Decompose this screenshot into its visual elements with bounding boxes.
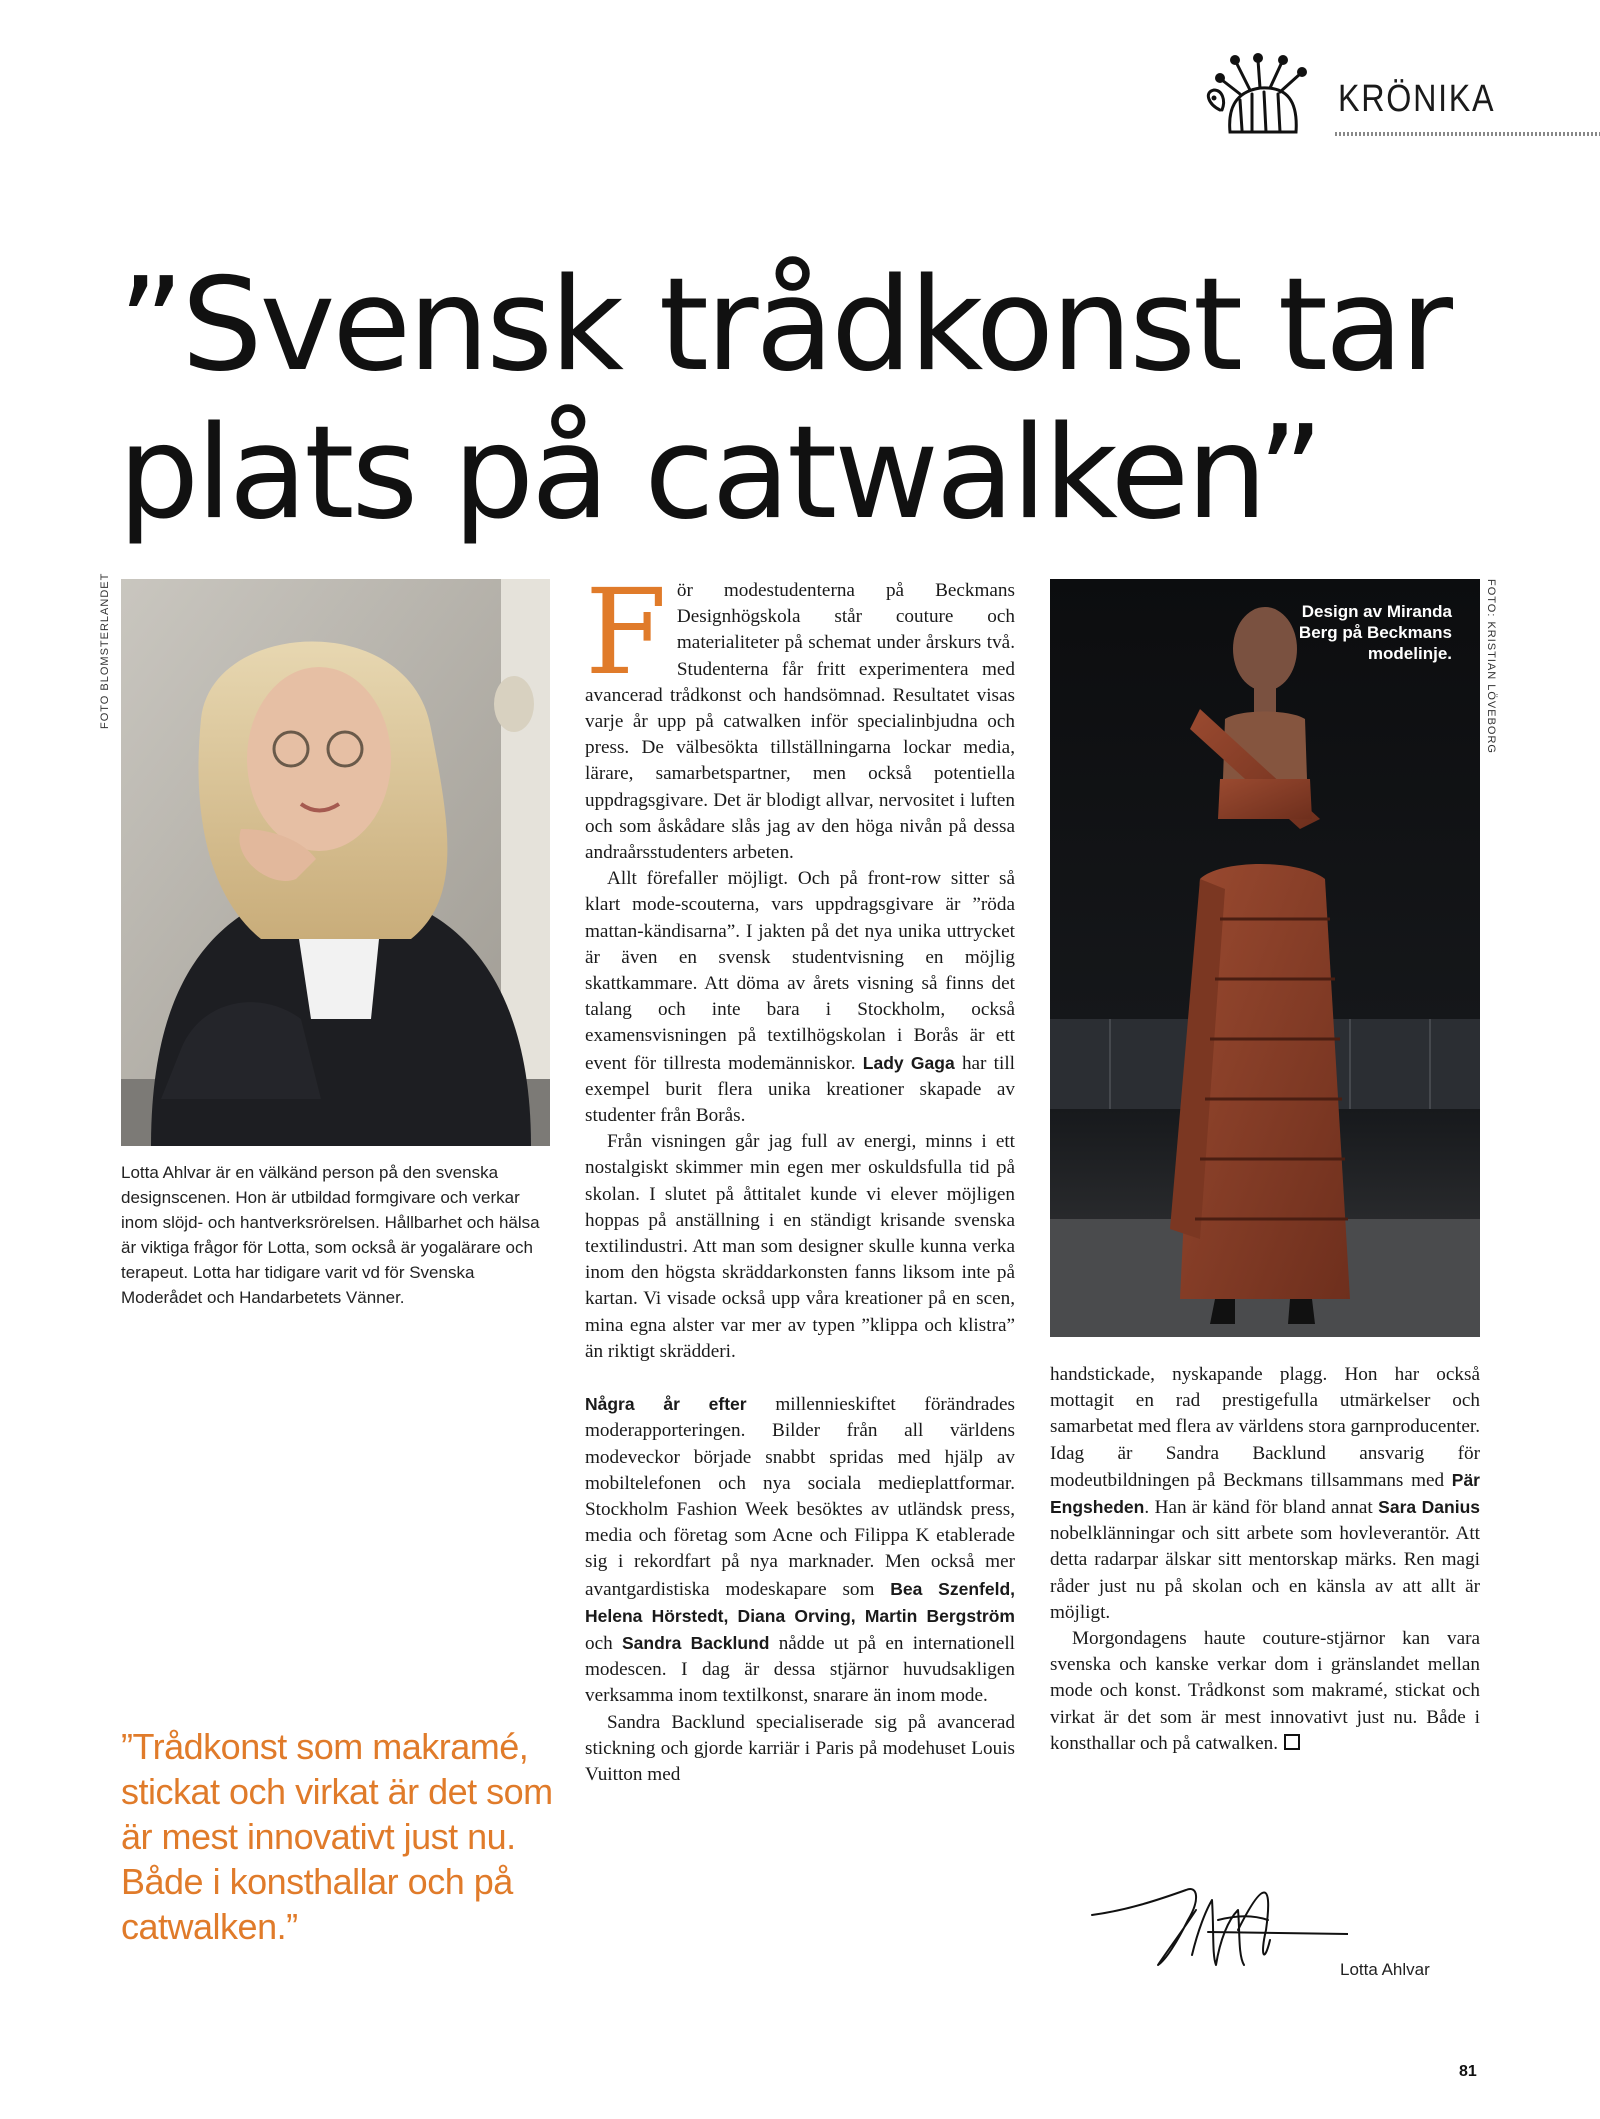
headline-line-2: plats på catwalken”	[118, 399, 1321, 548]
article-paragraph-1: För modestudenterna på Beckmans Designhögskola står couture och materialiteter på schemat under årskurs två. Studenterna får fritt experimentera med avancerad trådkonst och handsömnad. Resultatet visas varje år upp på catwalken inför specialinbjudna och press. De välbesökta tillställningarna lockar media, lärare, samarbetspartner, men också potentiella uppdragsgivare. Det är blodigt allvar, nervositet i luften och som åskådare slås jag av den höga nivån på dessa andraårsstudenters arbeten.	[585, 563, 1015, 864]
article-paragraph-7: Morgondagens haute couture-stjärnor kan vara svenska och kanske verkar dom i gränslandet mellan mode och konst. Trådkonst som makramé, stickat och virkat är det som är mest innovativt just nu. Både i konsthallar och på catwalken.	[1050, 1628, 1480, 1754]
runway-photo	[1050, 579, 1480, 1337]
name-lady-gaga: Lady Gaga	[862, 1052, 955, 1073]
author-name: Lotta Ahlvar	[1340, 1960, 1430, 1979]
portrait-photo	[121, 579, 550, 1146]
page-number: 81	[1459, 2063, 1477, 2080]
article-paragraph-3: Från visningen går jag full av energi, minns i ett nostalgiskt skimmer min egen mer oskuldsfulla tid på skolan. I slutet på åttitalet kunde vi elever möjligen hoppas på anställning i en ständigt krisande svenska textilindustri. Att man som designer skulle kunna verka inom den högsta skräddarkonsten fanns liksom inte på kartan. Vi visade också upp våra kreationer på en scen, mina egna alster var mer av typen ”klippa och klistra” än riktigt skrädderi.	[585, 1131, 1015, 1362]
photo-credit-left: FOTO BLOMSTERLANDET	[99, 572, 111, 729]
article-column-2	[1050, 1362, 1480, 1757]
photo-overlay-caption: Design av Miranda Berg på Beckmans modelinje.	[1298, 602, 1452, 663]
photo-caption-left: Lotta Ahlvar är en välkänd person på den svenska designscenen. Hon är utbildad formgivare och verkar inom slöjd- och hantverksrörelsen. Hållbarhet och hälsa är viktiga frågor för Lotta, som också är yogalärare och terapeut. Lotta har tidigare varit vd för Svenska Moderådet och Handarbetets Vänner.	[121, 1163, 540, 1307]
subhead-lead: Några år efter	[585, 1394, 747, 1415]
name-sara-danius: Sara Danius	[1378, 1497, 1481, 1518]
headline	[118, 252, 1518, 548]
pull-quote: ”Trådkonst som makramé, stickat och virkat är det som är mest innovativt just nu. Både i konsthallar och på catwalken.”	[121, 1726, 553, 1947]
name-sandra-backlund: Sandra Backlund	[621, 1632, 770, 1653]
handwritten-signature	[1088, 1870, 1348, 1980]
photo-credit-right: FOTO: KRISTIAN LÖVEBORG	[1485, 579, 1497, 754]
section-label: KRÖNIKA	[1338, 78, 1496, 120]
article-paragraph-5: Sandra Backlund specialiserade sig på avancerad stickning och gjorde karriär i Paris på modehuset Louis Vuitton med	[585, 1711, 1015, 1785]
section-header	[1200, 40, 1520, 140]
end-mark-icon	[1284, 1734, 1300, 1750]
headline-line-1: ”Svensk trådkonst tar	[118, 251, 1450, 400]
article-paragraph-6: handstickade, nyskapande plagg. Hon har också mottagit en rad prestigefulla utmärkelser och samarbetat med flera av världens stora garnproducenter. Idag är Sandra Backlund ansvarig för modeutbildningen på Beckmans tillsammans med Pär Engsheden. Han är känd för bland annat Sara Danius nobelklänningar och sitt arbete som hovleverantör. Att detta radarpar älskar sitt mentorskap märks. Ren magi råder just nu på skolan och en känsla av att allt är möjligt.	[1050, 1364, 1481, 1623]
article-paragraph-2: Allt förefaller möjligt. Och på front-row sitter så klart mode-scouterna, vars uppdragsgivare är ”röda mattan-kändisarna”. I jakten på det nya unika uttrycket är även en svensk studentvisning en möjlig skattkammare. Att döma av årets visning så finns det talang och inte bara i Stockholm, också examensvisningen på textilhögskolan i Borås är ett event för tillresta modemänniskor. Lady Gaga har till exempel burit flera unika kreationer skapade av studenter från Borås.	[585, 868, 1015, 1127]
header-rule	[1335, 132, 1600, 136]
article-paragraph-4: Några år efter millennieskiftet förändrades moderapporteringen. Bilder från all världens modeveckor började snabbt spridas med hjälp av mobiltelefonen och nya sociala medieplattformar. Stockholm Fashion Week besöktes av utländsk press, media och företag som Acne och Filippa K etablerade sig i rekordfart på nya marknader. Men också mer avantgardistiska modeskapare som Bea Szenfeld, Helena Hörstedt, Diana Orving, Martin Bergström och Sandra Backlund nådde ut på en internationell modescen. I dag är dessa stjärnor huvudsakligen verksamma inom textilkonst, snarare än inom mode.	[585, 1394, 1015, 1707]
pincushion-icon	[1200, 40, 1340, 140]
designer-names: Bea Szenfeld, Helena Hörstedt, Diana Orving, Martin Bergström	[585, 1578, 1015, 1626]
name-par-engsheden: Pär Engsheden	[1050, 1469, 1480, 1518]
article-column-1	[585, 563, 1015, 1788]
drop-cap: F	[585, 563, 667, 701]
